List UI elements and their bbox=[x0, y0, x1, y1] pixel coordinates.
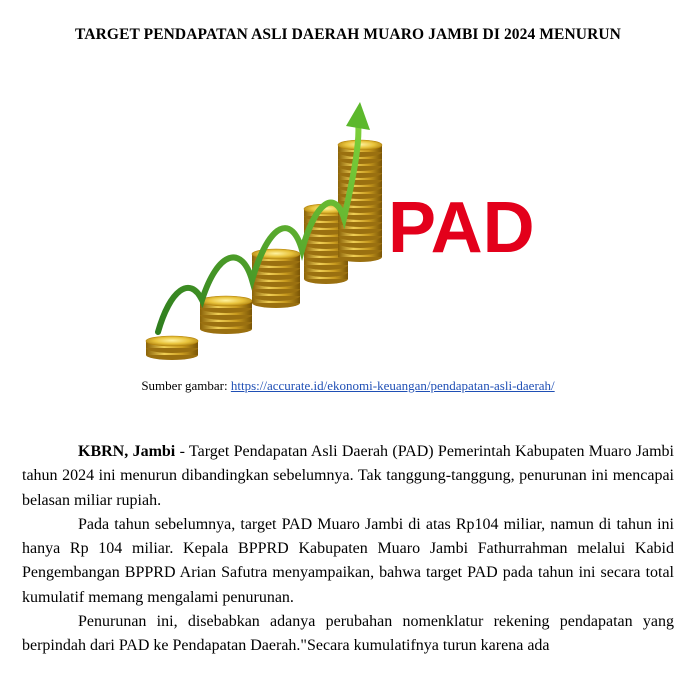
image-caption bbox=[0, 378, 696, 394]
coins-growth-image bbox=[130, 100, 560, 362]
coin-top bbox=[200, 296, 252, 306]
pad-illustration bbox=[130, 100, 560, 362]
article-body bbox=[22, 440, 674, 659]
pad-logo-text: PAD bbox=[388, 188, 535, 268]
paragraph-3: Penurunan ini, disebabkan adanya perubahan nomenklatur rekening pendapatan yang berpindah dari PAD ke Pendapatan Daerah."Secara kumulatifnya turun karena ada bbox=[22, 613, 674, 655]
arrow-head-icon bbox=[346, 102, 370, 130]
source-link[interactable]: https://accurate.id/ekonomi-keuangan/pendapatan-asli-daerah/ bbox=[230, 378, 555, 393]
paragraph-1 bbox=[22, 440, 674, 513]
caption-prefix: Sumber gambar: bbox=[141, 378, 231, 393]
coin-top bbox=[146, 336, 198, 346]
paragraph-1-text: - Target Pendapatan Asli Daerah (PAD) Pemerintah Kabupaten Muaro Jambi tahun 2024 ini menurun dibandingkan sebelumnya. Tak tanggung-tanggung, penurunan ini mencapai belasan miliar rupiah. bbox=[22, 443, 674, 509]
dateline: KBRN, Jambi bbox=[78, 443, 176, 460]
paragraph-2: Pada tahun sebelumnya, target PAD Muaro Jambi di atas Rp104 miliar, namun di tahun ini hanya Rp 104 miliar. Kepala BPPRD Kabupaten Muaro Jambi Fathurrahman melalui Kabid Pengembangan BPPRD Arian Safutra menyampaikan, bahwa target PAD pada tahun ini secara total kumulatif memang mengalami penurunan. bbox=[22, 515, 674, 606]
article-title: TARGET PENDAPATAN ASLI DAERAH MUARO JAMBI DI 2024 MENURUN bbox=[75, 26, 621, 43]
